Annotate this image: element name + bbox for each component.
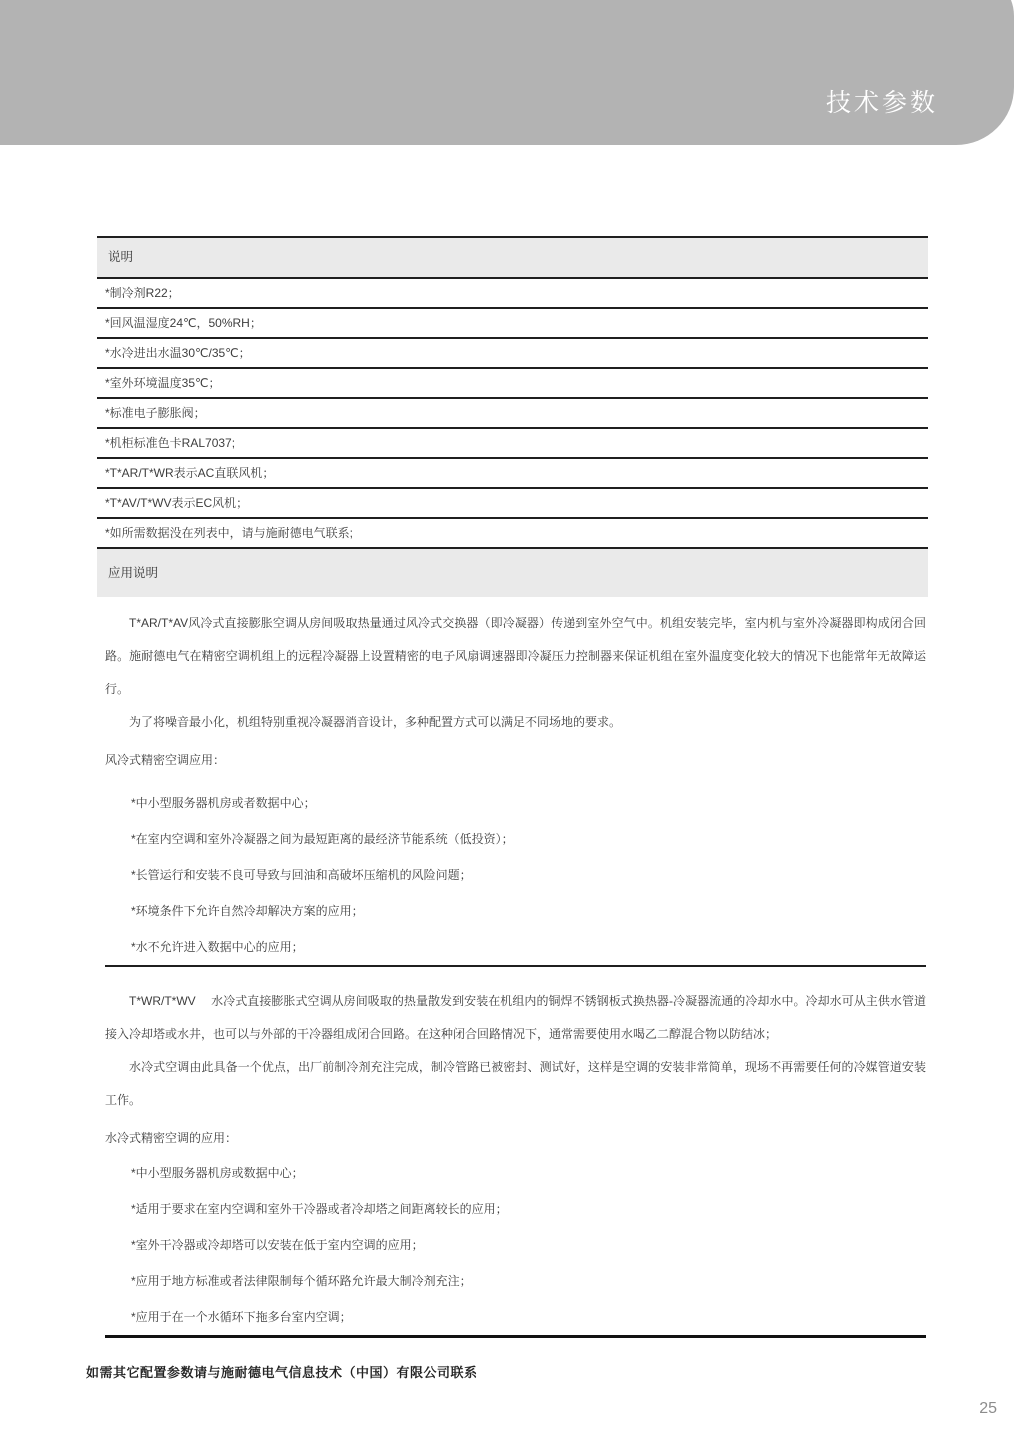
paragraph: T*AR/T*AV风冷式直接膨胀空调从房间吸取热量通过风冷式交换器（即冷凝器）传递到室外空气中。机组安装完毕，室内机与室外冷凝器即构成闭合回路。施耐德电气在精密空调机组上的远程冷凝器上设置精密的电子风扇调速器即冷凝压力控制器来保证机组在室外温度变化较大的情况下也能常年无故障运行。: [105, 616, 926, 696]
list-item: *在室内空调和室外冷凝器之间为最短距离的最经济节能系统（低投资）；: [131, 832, 514, 846]
notes-table: [97, 236, 928, 597]
bottom-rule: [105, 1335, 926, 1338]
table-row: *T*AV/T*WV表示EC风机；: [97, 489, 928, 519]
section-divider: [105, 965, 926, 967]
footer-note: 如需其它配置参数请与施耐德电气信息技术（中国）有限公司联系: [86, 1365, 478, 1380]
table-row: *如所需数据没在列表中，请与施耐德电气联系;: [97, 519, 928, 549]
list-item: *适用于要求在室内空调和室外干冷器或者冷却塔之间距离较长的应用；: [131, 1202, 508, 1216]
table-row: *标准电子膨胀阀；: [97, 399, 928, 429]
table-row: *T*AR/T*WR表示AC直联风机；: [97, 459, 928, 489]
paragraph: T*WR/T*WV 水冷式直接膨胀式空调从房间吸取的热量散发到安装在机组内的铜焊不锈钢板式换热器-冷凝器流通的冷却水中。冷却水可从主供水管道接入冷却塔或水井，也可以与外部的干冷器组成闭合回路。在这种闭合回路情况下，通常需要使用水喝乙二醇混合物以防结冰；: [105, 994, 926, 1041]
application-notes-header: 应用说明: [97, 549, 928, 597]
paragraph: 为了将噪音最小化，机组特别重视冷凝器消音设计，多种配置方式可以满足不同场地的要求。: [129, 715, 622, 729]
page-number: 25: [979, 1400, 997, 1417]
water-cooled-section: [105, 985, 926, 1335]
list-item: *应用于地方标准或者法律限制每个循环路允许最大制冷剂充注；: [131, 1274, 472, 1288]
water-list-title: 水冷式精密空调的应用：: [105, 1131, 238, 1145]
page-title: 技术参数: [825, 89, 938, 117]
list-item: *中小型服务器机房或数据中心；: [131, 1166, 304, 1180]
air-list-title: 风冷式精密空调应用：: [105, 753, 226, 767]
table-row: *水冷进出水温30℃/35℃；: [97, 339, 928, 369]
water-application-list: [105, 1155, 926, 1335]
air-cooled-section: [105, 607, 926, 965]
list-item: *中小型服务器机房或者数据中心；: [131, 796, 316, 810]
list-item: *环境条件下允许自然冷却解决方案的应用；: [131, 904, 364, 918]
list-item: *水不允许进入数据中心的应用；: [131, 940, 304, 954]
content-column: [97, 236, 928, 1338]
table-row: *室外环境温度35℃；: [97, 369, 928, 399]
list-item: *室外干冷器或冷却塔可以安装在低于室内空调的应用；: [131, 1238, 424, 1252]
notes-table-header: 说明: [97, 238, 928, 279]
header-banner: [0, 0, 1014, 145]
table-row: *机柜标准色卡RAL7037;: [97, 429, 928, 459]
paragraph: 水冷式空调由此具备一个优点，出厂前制冷剂充注完成，制冷管路已被密封、测试好，这样是空调的安装非常简单，现场不再需要任何的冷媒管道安装工作。: [105, 1060, 926, 1107]
table-row: *制冷剂R22；: [97, 279, 928, 309]
application-notes-body: [97, 607, 928, 1338]
list-item: *应用于在一个水循环下拖多台室内空调；: [131, 1310, 352, 1324]
list-item: *长管运行和安装不良可导致与回油和高破坏压缩机的风险问题；: [131, 868, 472, 882]
table-row: *回风温湿度24℃，50%RH；: [97, 309, 928, 339]
air-application-list: [105, 785, 926, 965]
